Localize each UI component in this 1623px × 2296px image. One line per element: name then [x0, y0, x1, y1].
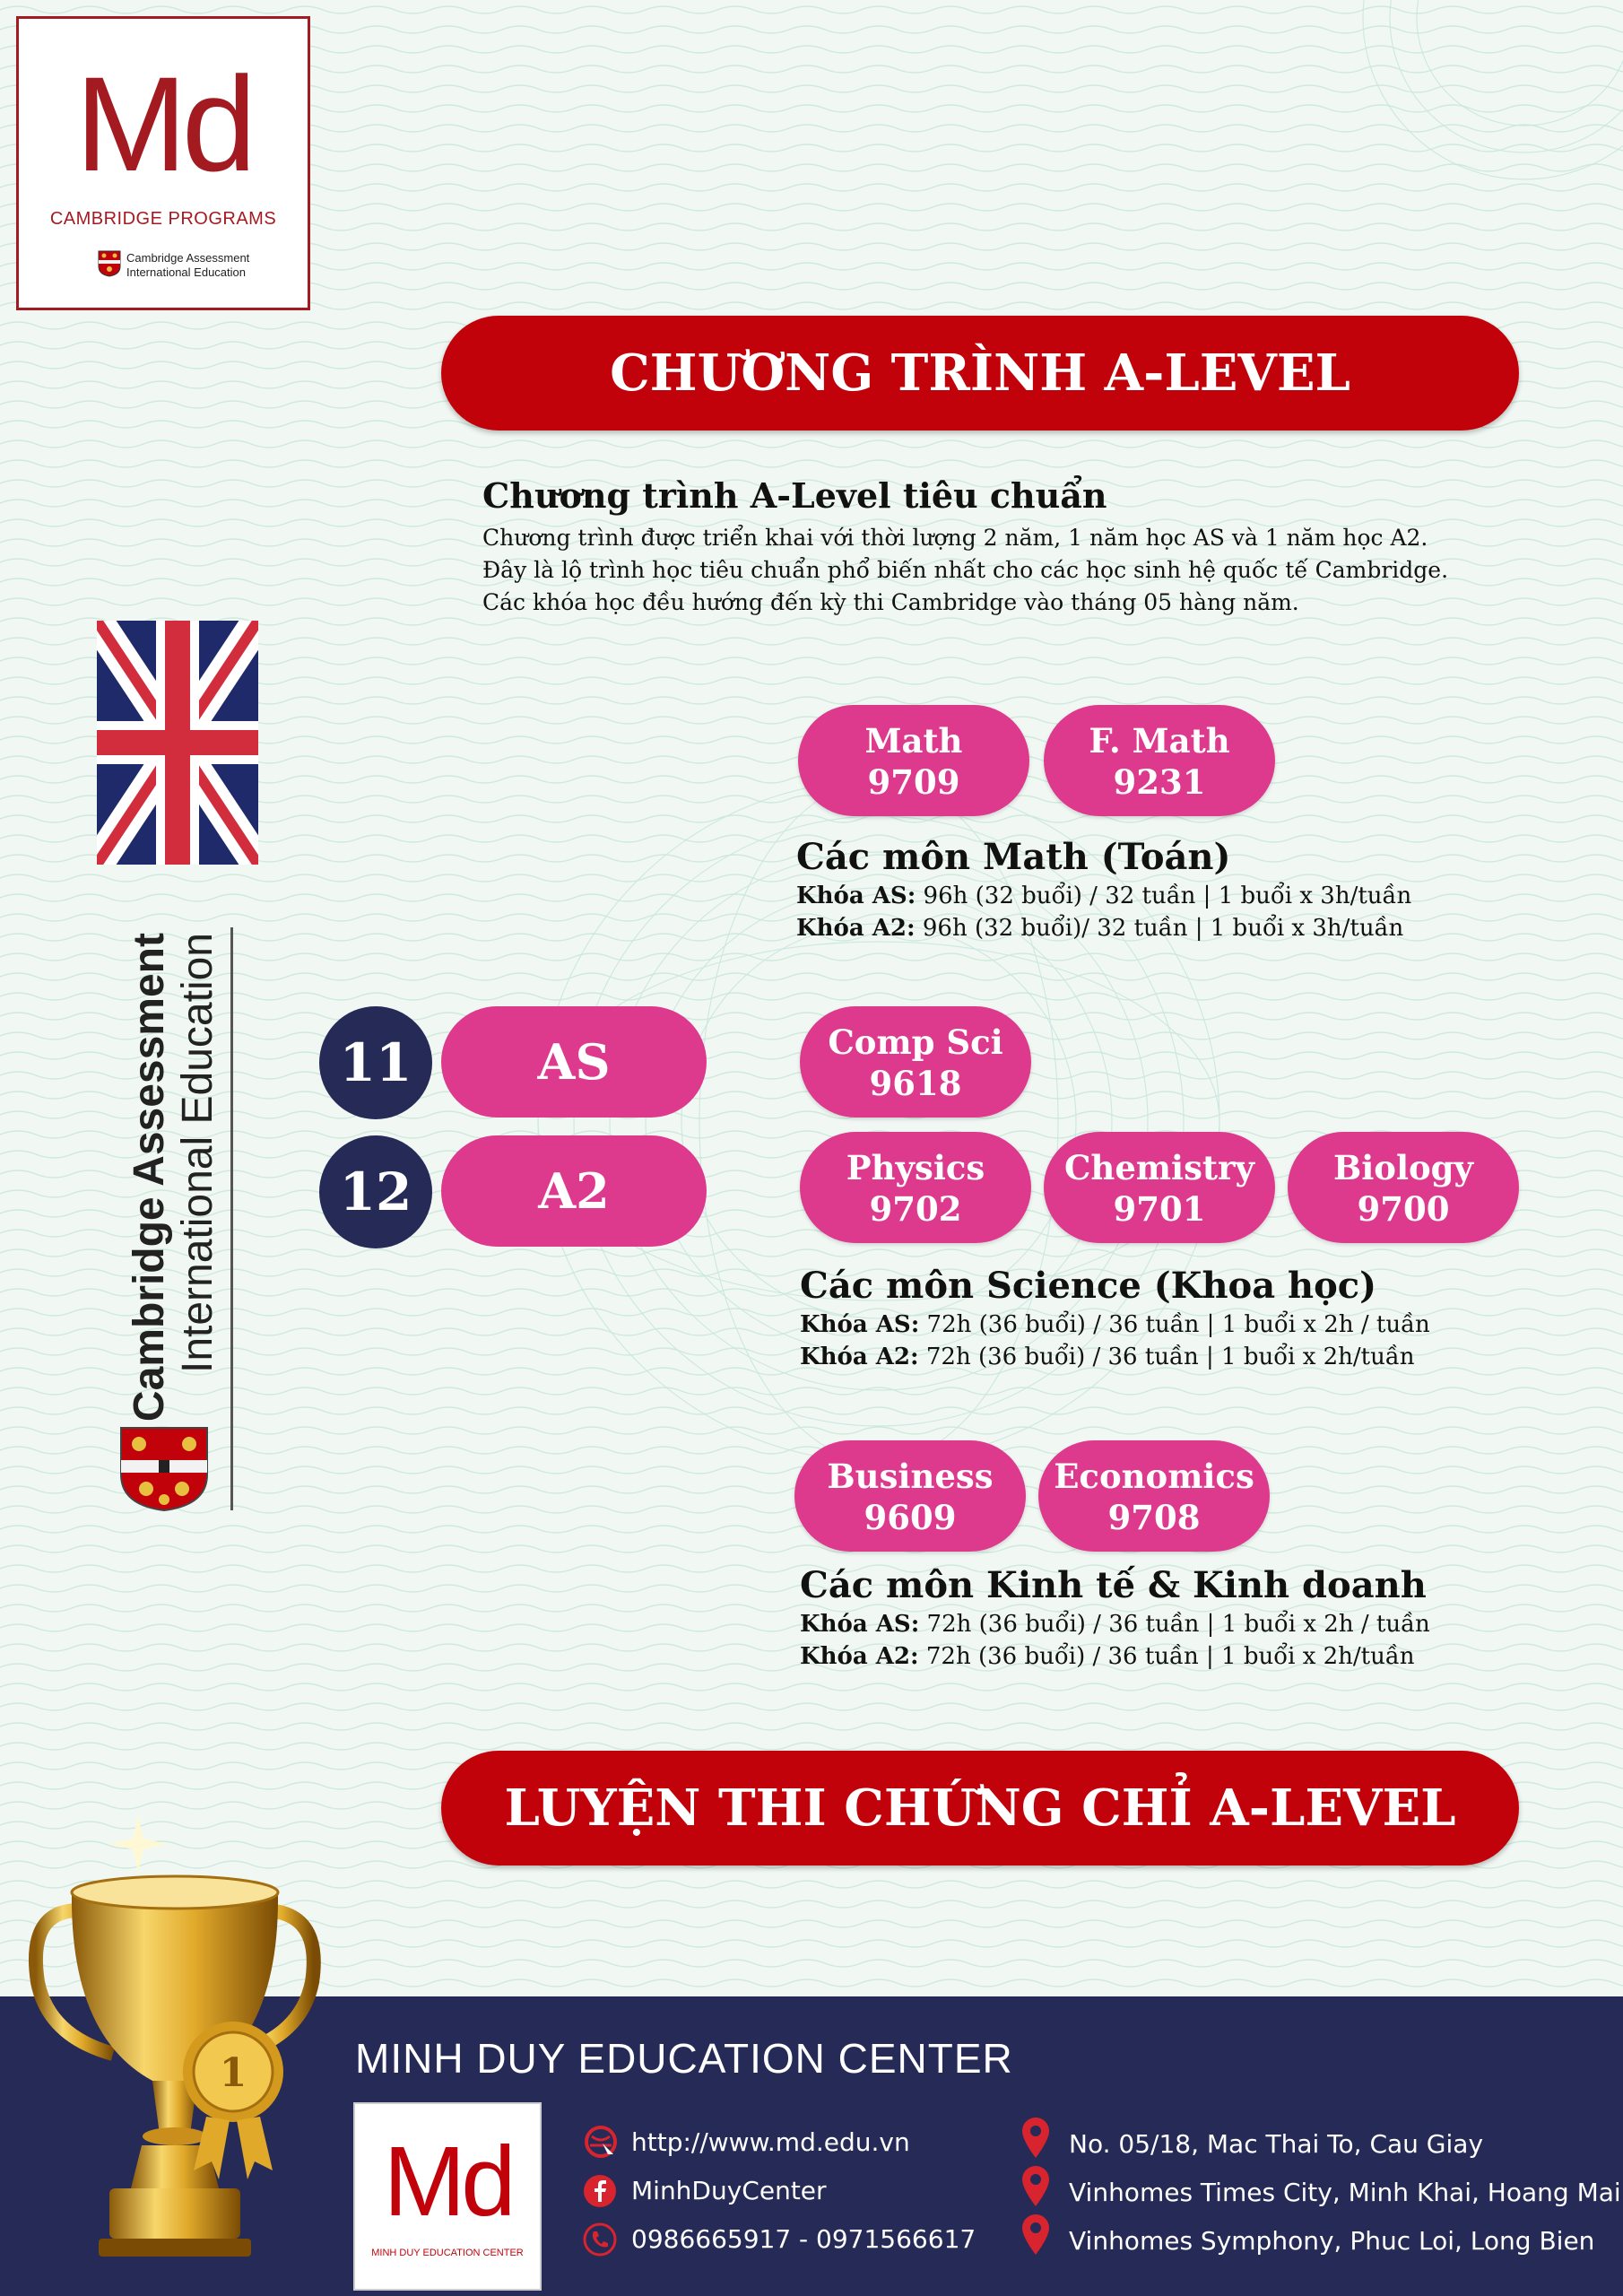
brand-line2: International Education	[174, 933, 221, 1374]
address-hoang-mai: Vinhomes Times City, Minh Khai, Hoang Mai	[1069, 2178, 1621, 2207]
subject-code: 9700	[1357, 1189, 1450, 1229]
business-group-title: Các môn Kinh tế & Kinh doanh	[800, 1564, 1427, 1606]
science-group-title: Các môn Science (Khoa học)	[800, 1265, 1377, 1307]
brand-divider	[230, 927, 233, 1510]
subject-pill-physics[interactable]	[800, 1132, 1031, 1243]
intro-line: Các khóa học đều hướng đến kỳ thi Cambridge vào tháng 05 hàng năm.	[482, 589, 1299, 615]
facebook-icon	[583, 2174, 617, 2208]
subject-name: Comp Sci	[828, 1022, 1003, 1062]
page-title: CHƯƠNG TRÌNH A-LEVEL	[610, 344, 1350, 403]
subject-pill-further-math[interactable]	[1044, 705, 1275, 816]
subject-name: Economics	[1054, 1457, 1254, 1496]
footer-logo-mark: Md	[383, 2126, 512, 2237]
center-name: MINH DUY EDUCATION CENTER	[355, 2035, 1013, 2082]
as-detail: 72h (36 buổi) / 36 tuần | 1 buổi x 2h / tuần	[919, 1611, 1430, 1638]
subject-name: Chemistry	[1063, 1148, 1254, 1187]
page-title-banner	[441, 316, 1519, 430]
cambridge-vertical-brand	[103, 924, 238, 1516]
a2-label: Khóa A2:	[800, 1344, 919, 1370]
location-pin-icon	[1020, 2117, 1051, 2160]
trophy-icon	[27, 1812, 341, 2278]
subject-code: 9231	[1113, 762, 1206, 802]
subject-code: 9701	[1113, 1189, 1206, 1229]
subject-name: Math	[864, 721, 963, 761]
subject-code: 9618	[869, 1064, 962, 1103]
partner-line1: Cambridge Assessment	[126, 251, 250, 265]
address-cau-giay: No. 05/18, Mac Thai To, Cau Giay	[1069, 2129, 1484, 2159]
as-detail: 72h (36 buổi) / 36 tuần | 1 buổi x 2h / tuần	[919, 1311, 1430, 1338]
level-as-pill[interactable]: AS	[441, 1006, 707, 1118]
phone-icon	[583, 2222, 617, 2257]
subject-pill-comp-sci[interactable]	[800, 1006, 1031, 1118]
footer-logo	[353, 2102, 542, 2291]
grade-11-badge: 11	[319, 1006, 432, 1119]
as-label: Khóa AS:	[800, 1311, 920, 1338]
subject-pill-chemistry[interactable]	[1044, 1132, 1275, 1243]
partner-line2: International Education	[126, 265, 246, 279]
subject-code: 9609	[864, 1498, 957, 1537]
intro-title: Chương trình A-Level tiêu chuẩn	[482, 475, 1107, 516]
subject-code: 9709	[867, 762, 960, 802]
svg-text:1: 1	[219, 2050, 247, 2096]
website-link[interactable]: http://www.md.edu.vn	[631, 2127, 910, 2157]
subject-name: Biology	[1332, 1148, 1474, 1187]
a2-label: Khóa A2:	[800, 1643, 919, 1670]
footer-logo-subtitle: MINH DUY EDUCATION CENTER	[371, 2248, 524, 2258]
logo-mark: Md	[74, 48, 252, 199]
intro-line: Chương trình được triển khai với thời lượng 2 năm, 1 năm học AS và 1 năm học A2.	[482, 525, 1428, 551]
intro-description	[482, 522, 1523, 619]
web-icon	[583, 2124, 619, 2160]
as-detail: 96h (32 buổi) / 32 tuần | 1 buổi x 3h/tuần	[916, 883, 1412, 909]
intro-line: Đây là lộ trình học tiêu chuẩn phổ biến nhất cho các học sinh hệ quốc tế Cambridge.	[482, 557, 1449, 583]
cambridge-crest-icon	[98, 250, 121, 277]
location-pin-icon	[1020, 2213, 1051, 2257]
science-a2-schedule	[800, 1344, 1415, 1370]
as-label: Khóa AS:	[800, 1611, 920, 1638]
cambridge-partner-badge	[82, 248, 261, 284]
md-cambridge-logo	[16, 16, 310, 310]
math-as-schedule	[796, 883, 1411, 909]
subject-pill-economics[interactable]	[1038, 1440, 1270, 1552]
exam-prep-title: LUYỆN THI CHỨNG CHỈ A-LEVEL	[504, 1779, 1456, 1838]
math-group-title: Các môn Math (Toán)	[796, 836, 1231, 878]
logo-subtitle: CAMBRIDGE PROGRAMS	[49, 209, 277, 229]
brand-line1: Cambridge Assessment	[126, 933, 173, 1422]
subject-name: Physics	[846, 1148, 985, 1187]
subject-pill-math[interactable]	[798, 705, 1029, 816]
subject-pill-biology[interactable]	[1288, 1132, 1519, 1243]
a2-detail: 72h (36 buổi) / 36 tuần | 1 buổi x 2h/tuần	[918, 1643, 1415, 1670]
business-a2-schedule	[800, 1643, 1415, 1670]
as-label: Khóa AS:	[796, 883, 916, 909]
grade-12-badge: 12	[319, 1135, 432, 1248]
medal-icon	[183, 2022, 283, 2179]
location-pin-icon	[1020, 2165, 1051, 2208]
a2-label: Khóa A2:	[796, 915, 916, 942]
a2-detail: 72h (36 buổi) / 36 tuần | 1 buổi x 2h/tuần	[918, 1344, 1415, 1370]
subject-code: 9708	[1107, 1498, 1201, 1537]
subject-code: 9702	[869, 1189, 962, 1229]
science-as-schedule	[800, 1311, 1430, 1338]
math-a2-schedule	[796, 915, 1403, 942]
uk-flag-icon	[97, 621, 258, 865]
a2-detail: 96h (32 buổi)/ 32 tuần | 1 buổi x 3h/tuần	[915, 915, 1404, 942]
subject-name: Business	[827, 1457, 994, 1496]
cambridge-crest-icon	[119, 1426, 209, 1512]
subject-name: F. Math	[1089, 721, 1230, 761]
level-a2-pill[interactable]: A2	[441, 1135, 707, 1247]
subject-pill-business[interactable]	[794, 1440, 1026, 1552]
facebook-link[interactable]: MinhDuyCenter	[631, 2176, 827, 2205]
address-long-bien: Vinhomes Symphony, Phuc Loi, Long Bien	[1069, 2226, 1595, 2256]
phone-numbers[interactable]: 0986665917 - 0971566617	[631, 2224, 976, 2254]
business-as-schedule	[800, 1611, 1430, 1638]
exam-prep-banner[interactable]	[441, 1751, 1519, 1866]
